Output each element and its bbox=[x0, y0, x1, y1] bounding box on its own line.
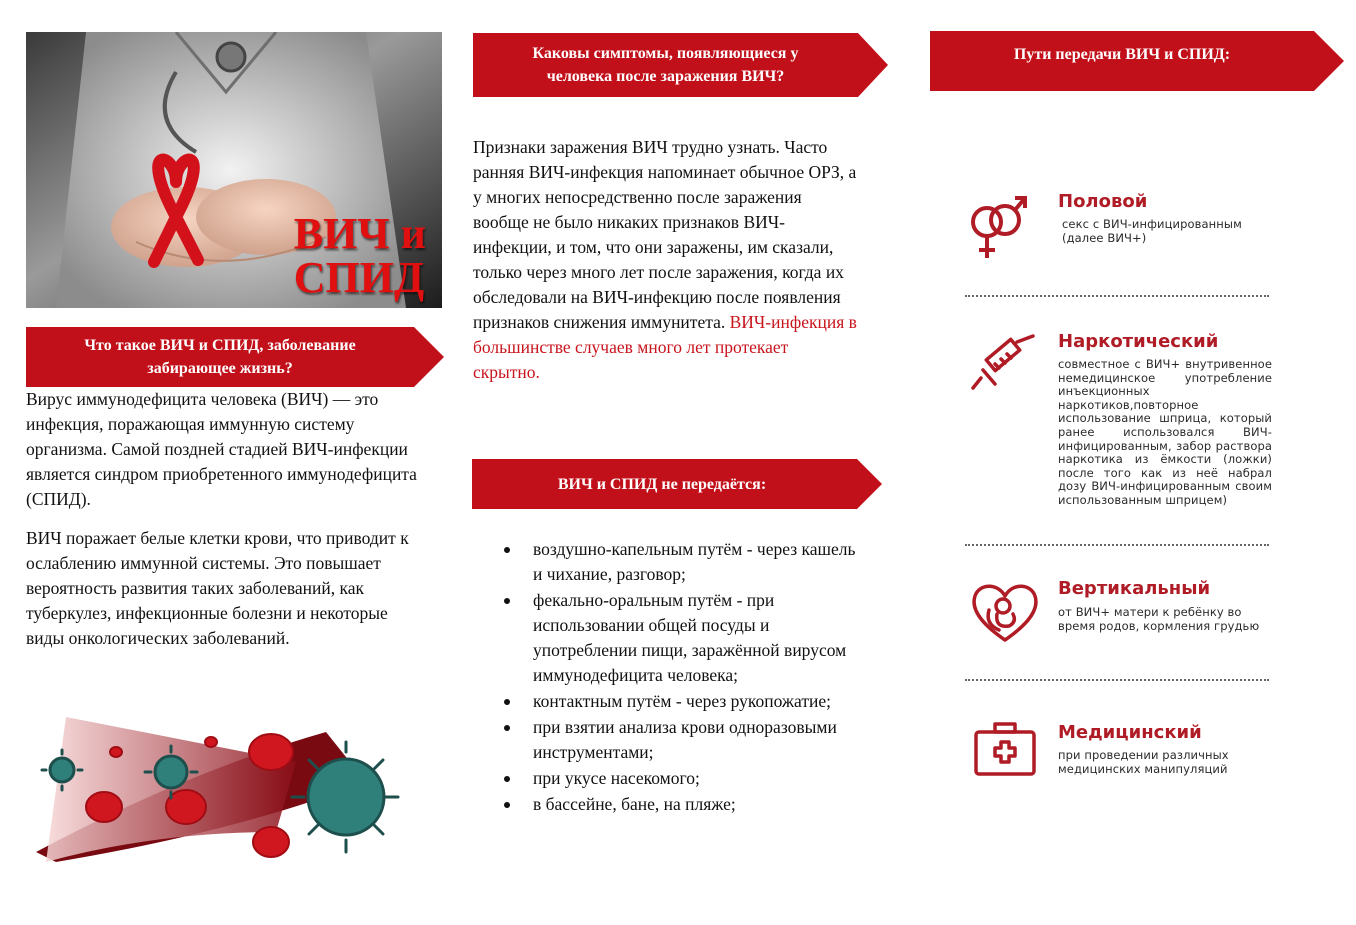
what-is-hiv-header-text: Что такое ВИЧ и СПИД, заболевание забирающее жизнь? bbox=[84, 337, 356, 377]
route-drug bbox=[965, 330, 1275, 515]
list-item-text: при укусе насекомого; bbox=[533, 768, 700, 788]
not-transmitted-list bbox=[473, 537, 868, 818]
gender-symbols-icon bbox=[965, 194, 1029, 260]
route-title: Медицинский bbox=[1058, 722, 1202, 743]
list-item-text: фекально-оральным путём - при использовании общей посуды и употреблении пищи, заражённой вирусом иммунодефицита человека; bbox=[533, 590, 847, 685]
route-title: Половой bbox=[1058, 191, 1148, 212]
route-description: секс с ВИЧ-инфицированным (далее ВИЧ+) bbox=[1062, 217, 1242, 245]
divider bbox=[965, 295, 1269, 297]
list-item bbox=[473, 792, 868, 817]
list-item bbox=[473, 766, 868, 791]
not-transmitted-header bbox=[472, 459, 882, 509]
route-title: Наркотический bbox=[1058, 331, 1219, 352]
symptoms-header bbox=[473, 33, 888, 97]
transmission-routes-header-text: Пути передачи ВИЧ и СПИД: bbox=[1013, 45, 1231, 63]
medical-kit-icon bbox=[973, 720, 1037, 778]
divider bbox=[965, 544, 1269, 546]
list-item bbox=[473, 537, 868, 587]
route-medical bbox=[965, 718, 1275, 788]
symptoms-text: Признаки заражения ВИЧ трудно узнать. Часто ранняя ВИЧ-инфекция напоминает обычное ОРЗ, а у многих непосредственно после заражения вообще не было никаких признаков ВИЧ-инфекции, и том, что они заражены, им сказали, только через много лет после заражения, когда их обследовали на ВИЧ-инфекцию после появления признаков снижения иммунитета. bbox=[473, 137, 857, 332]
list-item bbox=[473, 689, 868, 714]
list-item bbox=[473, 715, 868, 765]
route-sexual bbox=[965, 188, 1275, 268]
route-title: Вертикальный bbox=[1058, 578, 1211, 599]
bullet-icon bbox=[504, 547, 510, 553]
photo-title bbox=[293, 209, 426, 302]
virus-blood-cells-illustration bbox=[36, 712, 420, 878]
list-item bbox=[473, 588, 868, 688]
symptoms-paragraph bbox=[473, 135, 858, 385]
heart-baby-icon bbox=[969, 578, 1041, 644]
syringe-icon bbox=[971, 334, 1037, 396]
route-description: при проведении различных медицинских манипуляций bbox=[1058, 748, 1229, 776]
divider bbox=[965, 679, 1269, 681]
route-vertical bbox=[965, 576, 1275, 646]
symptoms-header-text: Каковы симптомы, появляющиеся у человека после заражения ВИЧ? bbox=[532, 45, 799, 85]
list-item-text: контактным путём - через рукопожатие; bbox=[533, 691, 831, 711]
photo-title-line2: СПИД bbox=[293, 253, 425, 302]
route-description: от ВИЧ+ матери к ребёнку во время родов, кормления грудью bbox=[1058, 605, 1260, 633]
list-item-text: в бассейне, бане, на пляже; bbox=[533, 794, 736, 814]
what-is-hiv-paragraph-2: ВИЧ поражает белые клетки крови, что приводит к ослаблению иммунной системы. Это повышает вероятность развития таких заболеваний, как туберкулез, инфекционные болезни и некоторые виды онкологических заболеваний. bbox=[26, 528, 409, 648]
not-transmitted-header-text: ВИЧ и СПИД не передаётся: bbox=[557, 475, 767, 493]
hiv-awareness-photo bbox=[26, 32, 442, 308]
what-is-hiv-header bbox=[26, 327, 444, 387]
route-description: совместное с ВИЧ+ внутривенное немедицинское употребление инъекционных наркотиков,повторное использование шприца, который ранее использовался ВИЧ-инфицированным, забор раствора наркотика из ёмкости (ложки) после того как из неё набрал дозу ВИЧ-инфицированным своим использованным шприцем) bbox=[1058, 357, 1272, 507]
list-item-text: при взятии анализа крови одноразовыми инструментами; bbox=[533, 717, 837, 762]
bullet-icon bbox=[504, 598, 510, 604]
bullet-icon bbox=[504, 725, 510, 731]
bullet-icon bbox=[504, 802, 510, 808]
photo-title-line1: ВИЧ и bbox=[293, 209, 426, 258]
list-item-text: воздушно-капельным путём - через кашель и чихание, разговор; bbox=[533, 539, 856, 584]
symptoms-text-highlight: ВИЧ-инфекция в большинстве случаев много лет протекает скрытно. bbox=[473, 312, 857, 382]
bullet-icon bbox=[504, 776, 510, 782]
bullet-icon bbox=[504, 699, 510, 705]
transmission-routes-header bbox=[930, 31, 1344, 91]
what-is-hiv-paragraph-1: Вирус иммунодефицита человека (ВИЧ) — это инфекция, поражающая иммунную систему организма. Самой поздней стадией ВИЧ-инфекции является синдром приобретенного иммунодефицита (СПИД). bbox=[26, 389, 417, 509]
